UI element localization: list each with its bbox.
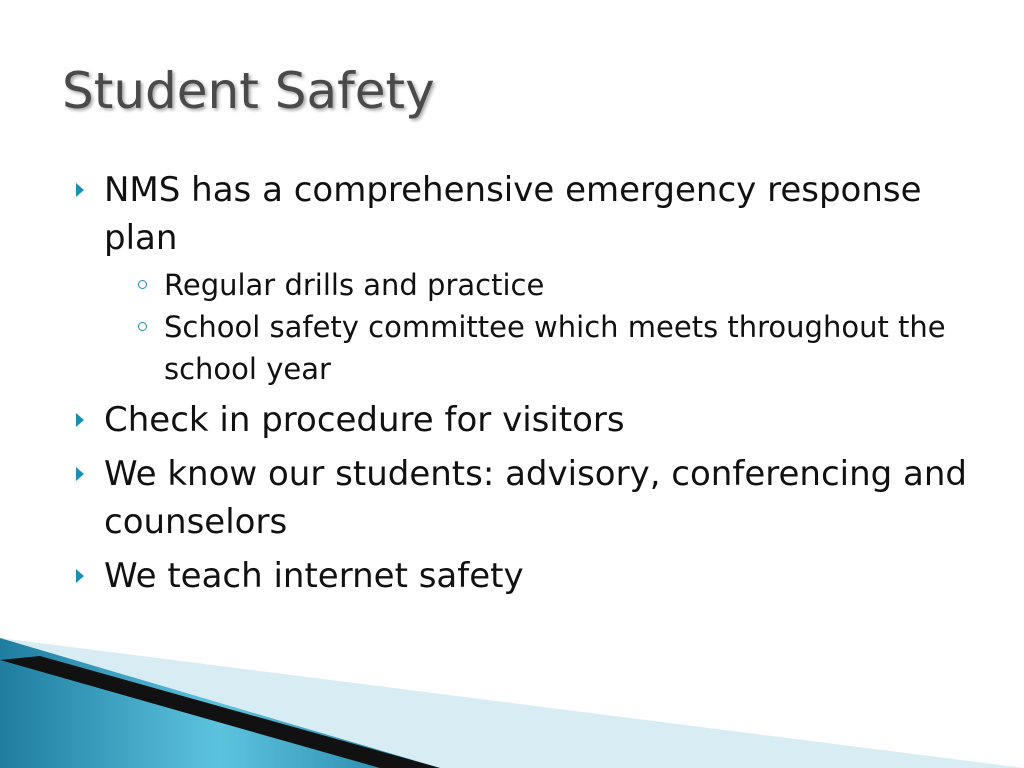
sub-bullet-text: Regular drills and practice — [164, 268, 545, 302]
sub-bullet-text: School safety committee which meets throughout the school year — [164, 310, 946, 386]
bullet-item — [72, 450, 972, 546]
circle-bullet-icon — [138, 280, 147, 289]
sub-bullet-item — [104, 264, 972, 306]
triangle-bullet-icon — [76, 569, 84, 583]
bullet-text: NMS has a comprehensive emergency response plan — [104, 170, 922, 258]
triangle-bullet-icon — [76, 183, 84, 197]
triangle-bullet-icon — [76, 467, 84, 481]
bullet-item — [72, 396, 972, 444]
decorative-wave-graphic — [0, 638, 1024, 768]
bullet-item — [72, 166, 972, 390]
bullet-item — [72, 552, 972, 600]
sub-bullet-item — [104, 306, 972, 390]
sub-bullet-list — [104, 264, 972, 390]
triangle-bullet-icon — [76, 413, 84, 427]
bullet-text: We know our students: advisory, conferencing and counselors — [104, 454, 967, 542]
circle-bullet-icon — [138, 322, 147, 331]
bullet-text: Check in procedure for visitors — [104, 400, 625, 440]
slide-title: Student Safety — [62, 62, 435, 120]
bullet-list — [72, 166, 972, 606]
bullet-text: We teach internet safety — [104, 556, 524, 596]
